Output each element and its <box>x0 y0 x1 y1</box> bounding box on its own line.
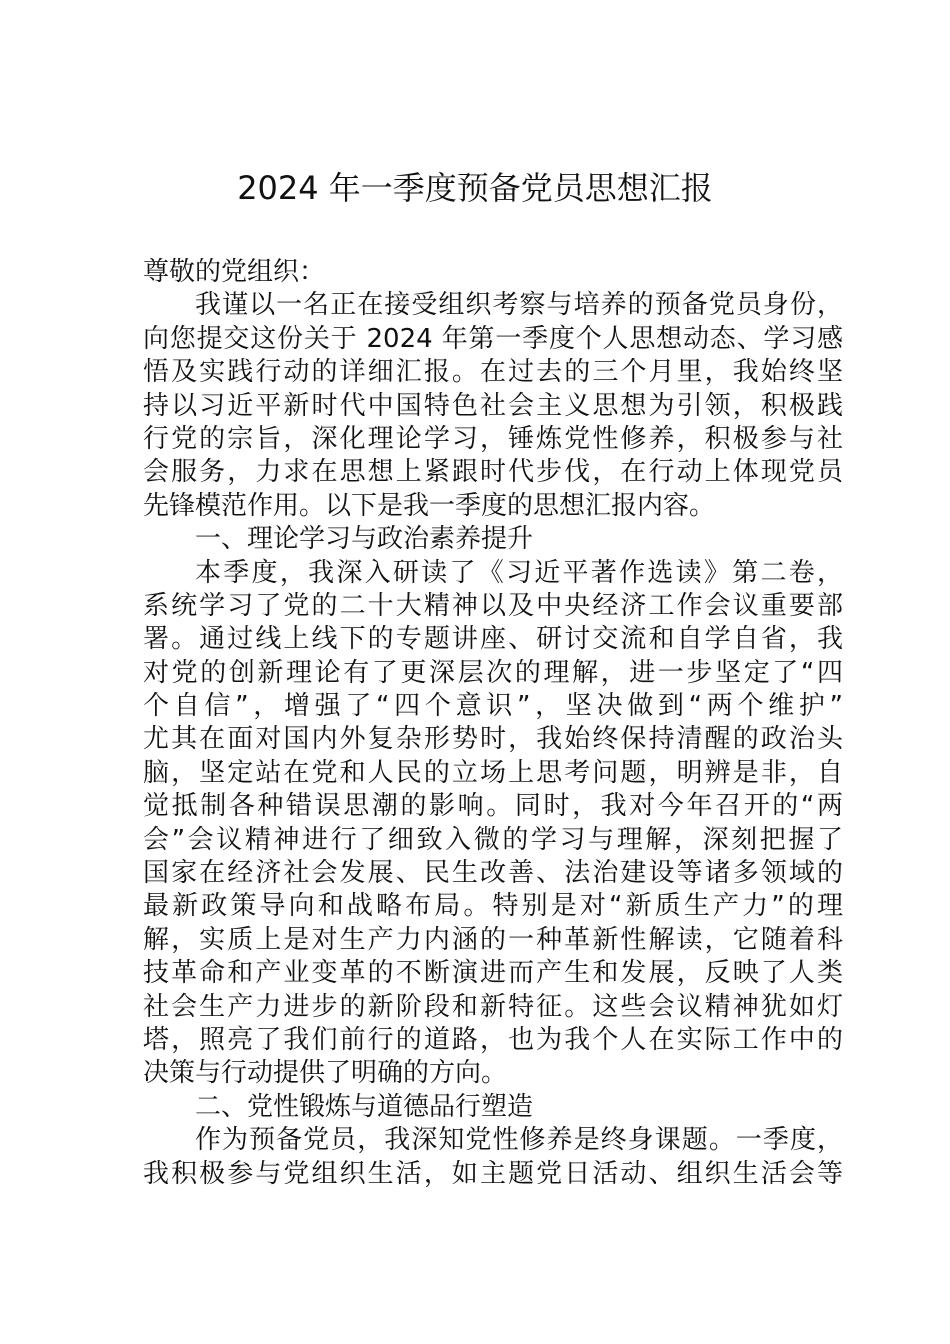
paragraph-line: 最新政策导向和战略布局。特别是对“新质生产力”的理 <box>143 891 843 922</box>
paragraph-line: 行党的宗旨，深化理论学习，锤炼党性修养，积极参与社 <box>143 423 843 454</box>
salutation-line: 尊敬的党组织： <box>143 257 326 287</box>
paragraph-line: 脑，坚定站在党和人民的立场上思考问题，明辨是非，自 <box>143 757 843 788</box>
paragraph-line: 个自信”，增强了“四个意识”，坚决做到“两个维护” <box>143 691 843 722</box>
document-title: 2024 年一季度预备党员思想汇报 <box>237 169 713 207</box>
paragraph-line: 我积极参与党组织生活，如主题党日活动、组织生活会等 <box>143 1158 843 1189</box>
paragraph-line: 技革命和产业变革的不断演进而产生和发展，反映了人类 <box>143 958 843 989</box>
section-heading: 一、理论学习与政治素养提升 <box>195 524 534 555</box>
paragraph-line: 向您提交这份关于 2024 年第一季度个人思想动态、学习感 <box>143 323 843 354</box>
paragraph-line: 决策与行动提供了明确的方向。 <box>143 1058 508 1089</box>
paragraph-line: 署。通过线上线下的专题讲座、研讨交流和自学自省，我 <box>143 624 843 655</box>
paragraph-line: 觉抵制各种错误思潮的影响。同时，我对今年召开的“两 <box>143 791 843 822</box>
paragraph-line: 作为预备党员，我深知党性修养是终身课题。一季度， <box>195 1125 843 1156</box>
paragraph-line: 系统学习了党的二十大精神以及中央经济工作会议重要部 <box>143 590 843 621</box>
paragraph-line: 解，实质上是对生产力内涵的一种革新性解读，它随着科 <box>143 924 843 955</box>
paragraph-line: 持以习近平新时代中国特色社会主义思想为引领，积极践 <box>143 390 843 421</box>
paragraph-line: 尤其在面对国内外复杂形势时，我始终保持清醒的政治头 <box>143 724 843 755</box>
section-heading: 二、党性锻炼与道德品行塑造 <box>195 1091 534 1122</box>
paragraph-line: 对党的创新理论有了更深层次的理解，进一步坚定了“四 <box>143 657 843 688</box>
paragraph-line: 悟及实践行动的详细汇报。在过去的三个月里，我始终坚 <box>143 357 843 388</box>
document-body <box>143 256 843 1191</box>
paragraph-line: 塔，照亮了我们前行的道路，也为我个人在实际工作中的 <box>143 1024 843 1055</box>
paragraph-line: 国家在经济社会发展、民生改善、法治建设等诸多领域的 <box>143 858 843 889</box>
paragraph-line: 会服务，力求在思想上紧跟时代步伐，在行动上体现党员 <box>143 457 843 488</box>
paragraph-line: 社会生产力进步的新阶段和新特征。这些会议精神犹如灯 <box>143 991 843 1022</box>
paragraph-line: 会”会议精神进行了细致入微的学习与理解，深刻把握了 <box>143 824 843 855</box>
paragraph-line: 先锋模范作用。以下是我一季度的思想汇报内容。 <box>143 490 716 521</box>
paragraph-line: 本季度，我深入研读了《习近平著作选读》第二卷， <box>195 557 843 588</box>
paragraph-line: 我谨以一名正在接受组织考察与培养的预备党员身份， <box>195 290 843 321</box>
